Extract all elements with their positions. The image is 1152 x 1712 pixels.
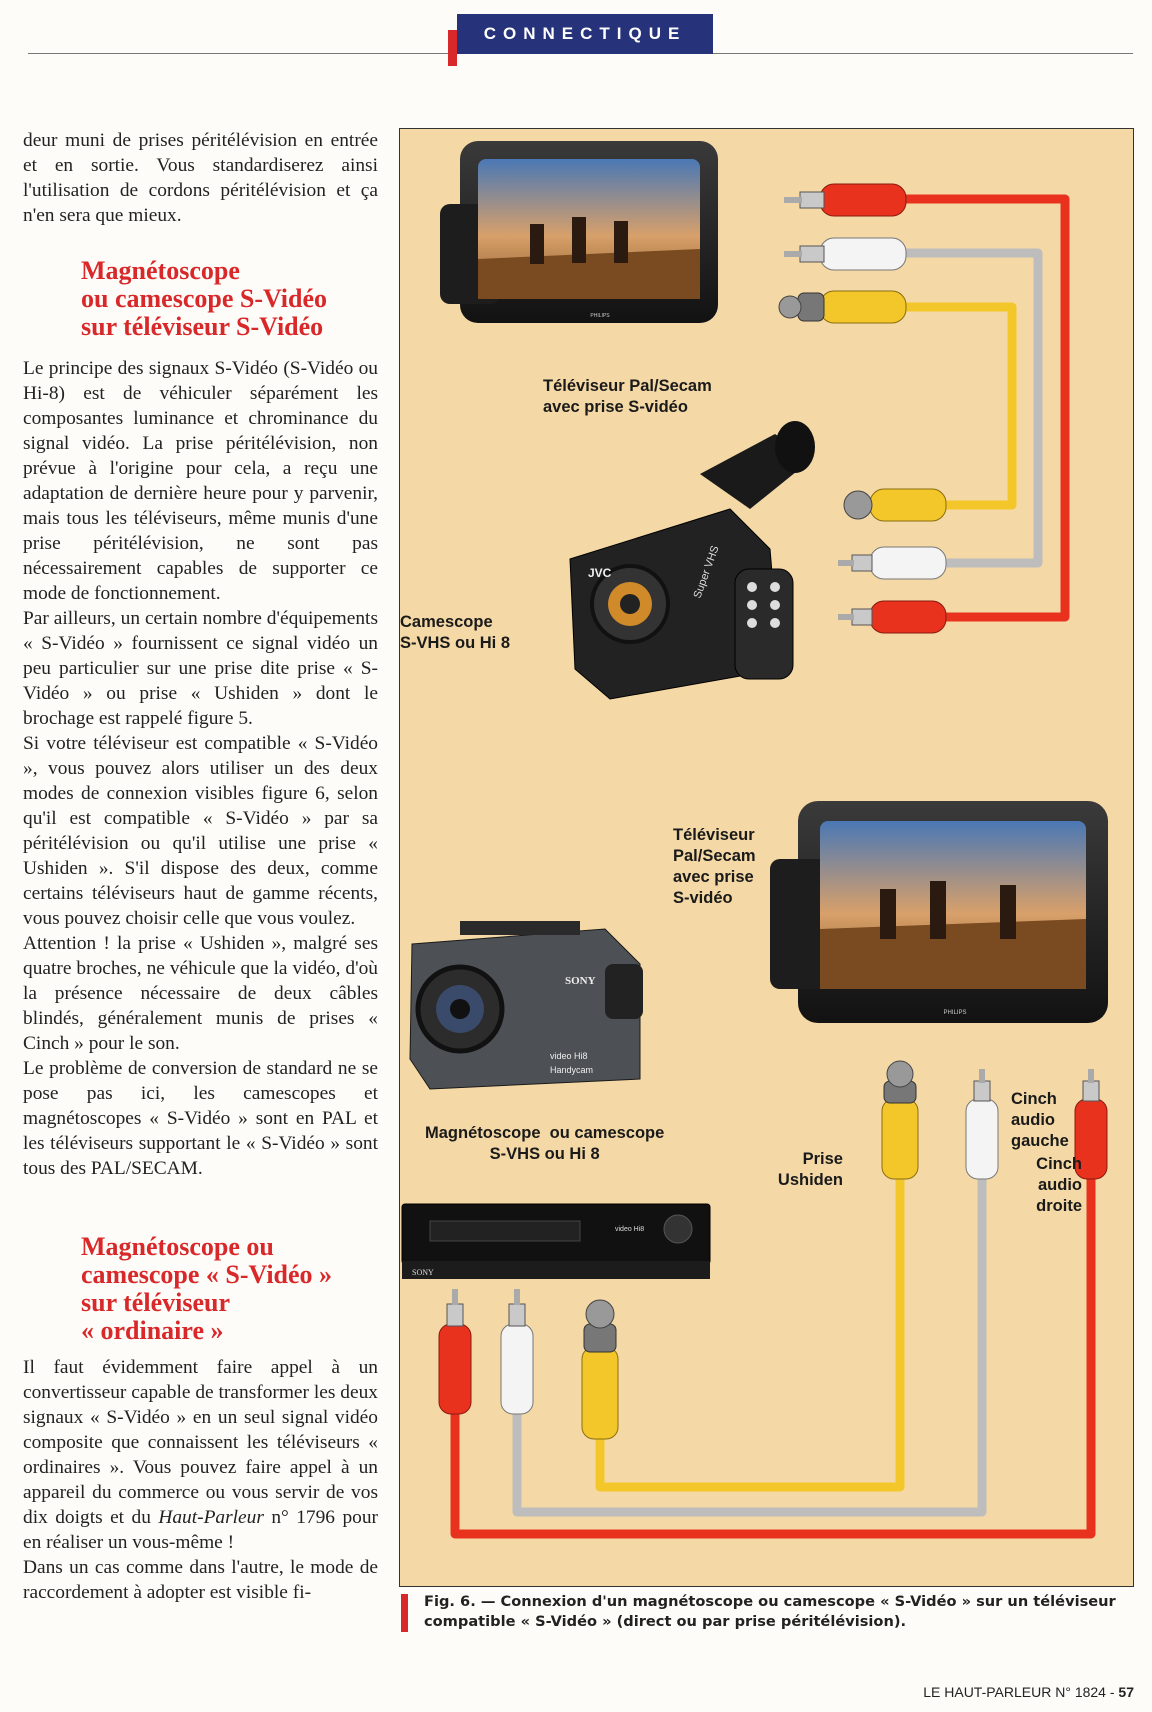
- cam2-model: Handycam: [550, 1065, 594, 1075]
- label-magnetoscope: [425, 1123, 664, 1165]
- article-body-1: [23, 356, 378, 1181]
- vcr-brand: SONY: [412, 1268, 434, 1277]
- label-tv2-line-4: S-vidéo: [673, 889, 733, 907]
- label-cinch-right-line-2: audio: [1038, 1176, 1082, 1194]
- plug-red-mid: [838, 601, 946, 633]
- article-body-2: [23, 1355, 378, 1605]
- paragraph-4: Attention ! la prise « Ushiden », malgré ses quatre broches, ne véhicule que la vidéo, d'où la présence nécessaire de deux câbles blindés, généralement munis de prises « Cinch » pour le son.: [23, 933, 378, 1054]
- plug-yellow-top: [779, 291, 906, 323]
- heading-1: [23, 257, 381, 341]
- label-ushiden-line-2: Ushiden: [777, 1171, 843, 1189]
- vcr: [402, 1204, 710, 1279]
- figure-caption: [424, 1592, 1134, 1632]
- paragraph-6-italic: Haut-Parleur: [158, 1507, 264, 1528]
- paragraph-3: Si votre téléviseur est compatible « S-Vidéo », vous pouvez alors utiliser un des deux modes de connexion visibles figure 6, selon qu'il est compatible « S-Vidéo » par sa péritélévision ou qu'il utilise une prise « Ushiden ». S'il dispose des deux, comme certains téléviseurs haut de gamme récents, vous pouvez choisir celle que vous voulez.: [23, 733, 378, 929]
- heading-2-line-2: camescope « S-Vidéo »: [81, 1260, 333, 1289]
- label-tv1-line-1: Téléviseur Pal/Secam: [543, 377, 712, 395]
- heading-1-line-3: sur téléviseur S-Vidéo: [81, 312, 324, 341]
- label-tv2: [673, 825, 756, 909]
- paragraph-1: Le principe des signaux S-Vidéo (S-Vidéo ou Hi-8) est de véhiculer séparément les composantes luminance et chrominance du signal vidéo. La prise péritélévision, non prévue à l'origine pour cela, a reçu une adaptation de dernière heure pour y parvenir, mais tous les téléviseurs, même munis d'une prise péritélévision, ne sont pas nécessairement capables de supporter ce mode de fonctionnement.: [23, 358, 378, 604]
- label-cam1-line-2: S-VHS ou Hi 8: [400, 634, 511, 652]
- heading-1-line-2: ou camescope S-Vidéo: [81, 284, 328, 313]
- label-cam1-line-1: Camescope: [400, 613, 493, 631]
- vcr-hi8: video Hi8: [615, 1226, 645, 1233]
- caption-lead: Fig. 6. —: [424, 1593, 501, 1610]
- paragraph-intro: deur muni de prises péritélévision en entrée et en sortie. Vous standardiserez ainsi l'utilisation de cordons péritélévision et ça n'en sera que mieux.: [23, 130, 378, 226]
- label-cinch-left-line-3: gauche: [1011, 1132, 1069, 1150]
- label-camcorder-1: [400, 612, 510, 654]
- page-footer: [923, 1684, 1134, 1700]
- plug-yellow-bottom: [582, 1300, 618, 1439]
- paragraph-5: Le problème de conversion de standard ne se pose pas ici, les camescopes et magnétoscopes « S-Vidéo » sont en PAL et les téléviseurs supportant le « S-Vidéo » sont tous des PAL/SECAM.: [23, 1058, 378, 1179]
- label-cinch-right-line-1: Cinch: [1036, 1155, 1082, 1173]
- label-tv2-line-2: Pal/Secam: [673, 847, 756, 865]
- label-cinch-right-line-3: droite: [1036, 1197, 1082, 1215]
- cam1-model: Super VHS: [691, 544, 722, 601]
- heading-2-line-1: Magnétoscope ou: [81, 1232, 274, 1261]
- cables-bottom: [455, 1139, 1091, 1534]
- footer-magazine: LE HAUT-PARLEUR N° 1824 -: [923, 1684, 1119, 1700]
- television-1: [440, 141, 718, 323]
- camcorder-2: [410, 921, 643, 1089]
- page-number: 57: [1118, 1684, 1134, 1700]
- article-intro: [23, 128, 378, 228]
- caption-text: Connexion d'un magnétoscope ou camescope « S-Vidéo » sur un téléviseur compatible « S-Vidéo » (direct ou par prise péritélévision).: [424, 1593, 1116, 1630]
- tv2-brand: PHILIPS: [943, 1010, 967, 1016]
- cam1-brand: JVC: [588, 566, 612, 580]
- label-cinch-right: [1012, 1154, 1082, 1217]
- paragraph-2: Par ailleurs, un certain nombre d'équipements « S-Vidéo » fournissent ce signal vidéo un peu particulier sur une prise dite prise « S-Vidéo » ou prise « Ushiden » dont le brochage est rappelé figure 5.: [23, 608, 378, 729]
- heading-2-line-3: sur téléviseur: [81, 1288, 230, 1317]
- paragraph-6-text-a: Il faut évidemment faire appel à un convertisseur capable de transformer les deux signaux « S-Vidéo » en un seul signal vidéo composite que connaissent les téléviseurs « ordinaires ». Vous pouvez faire appel à un appareil du commerce ou vous servir de vos dix doigts et du: [23, 1357, 378, 1528]
- label-mag-line-2: S-VHS ou Hi 8: [489, 1145, 600, 1163]
- paragraph-7: Dans un cas comme dans l'autre, le mode de raccordement à adopter est visible fi-: [23, 1557, 378, 1603]
- label-ushiden: [775, 1149, 843, 1191]
- camcorder-1: [570, 421, 815, 699]
- plug-ushiden: [882, 1061, 918, 1179]
- cam2-hi8: video Hi8: [550, 1051, 588, 1061]
- label-tv2-line-1: Téléviseur: [673, 826, 755, 844]
- plug-red-top: [784, 184, 906, 216]
- figure-illustration: [400, 129, 1133, 1586]
- label-cinch-left-line-2: audio: [1011, 1111, 1055, 1129]
- label-mag-line-1: Magnétoscope ou camescope: [425, 1124, 665, 1142]
- label-tv1: [543, 376, 712, 418]
- plug-white-top: [784, 238, 906, 270]
- label-ushiden-line-1: Prise: [802, 1150, 843, 1168]
- plug-cinch-left: [966, 1069, 998, 1179]
- heading-2-line-4: « ordinaire »: [81, 1316, 224, 1345]
- plug-white-bottom: [501, 1289, 533, 1414]
- cam2-brand: SONY: [565, 975, 596, 987]
- caption-accent: [401, 1594, 408, 1632]
- plug-white-mid: [838, 547, 946, 579]
- label-tv2-line-3: avec prise: [673, 868, 754, 886]
- figure-6: [399, 128, 1134, 1587]
- label-cinch-left-line-1: Cinch: [1011, 1090, 1057, 1108]
- label-cinch-left: [1011, 1089, 1069, 1152]
- plug-red-bottom: [439, 1289, 471, 1414]
- tv1-brand: PHILIPS: [590, 313, 610, 319]
- label-tv1-line-2: avec prise S-vidéo: [543, 398, 688, 416]
- heading-1-line-1: Magnétoscope: [81, 256, 240, 285]
- header-accent: [448, 30, 457, 66]
- section-tag: CONNECTIQUE: [457, 14, 713, 54]
- heading-2: [23, 1233, 381, 1345]
- television-2: [770, 801, 1108, 1023]
- plug-yellow-mid: [844, 489, 946, 521]
- paragraph-6-text-b: n° 1796 pour en réaliser un vous-même !: [23, 1507, 378, 1553]
- paragraph-6: [23, 1355, 378, 1555]
